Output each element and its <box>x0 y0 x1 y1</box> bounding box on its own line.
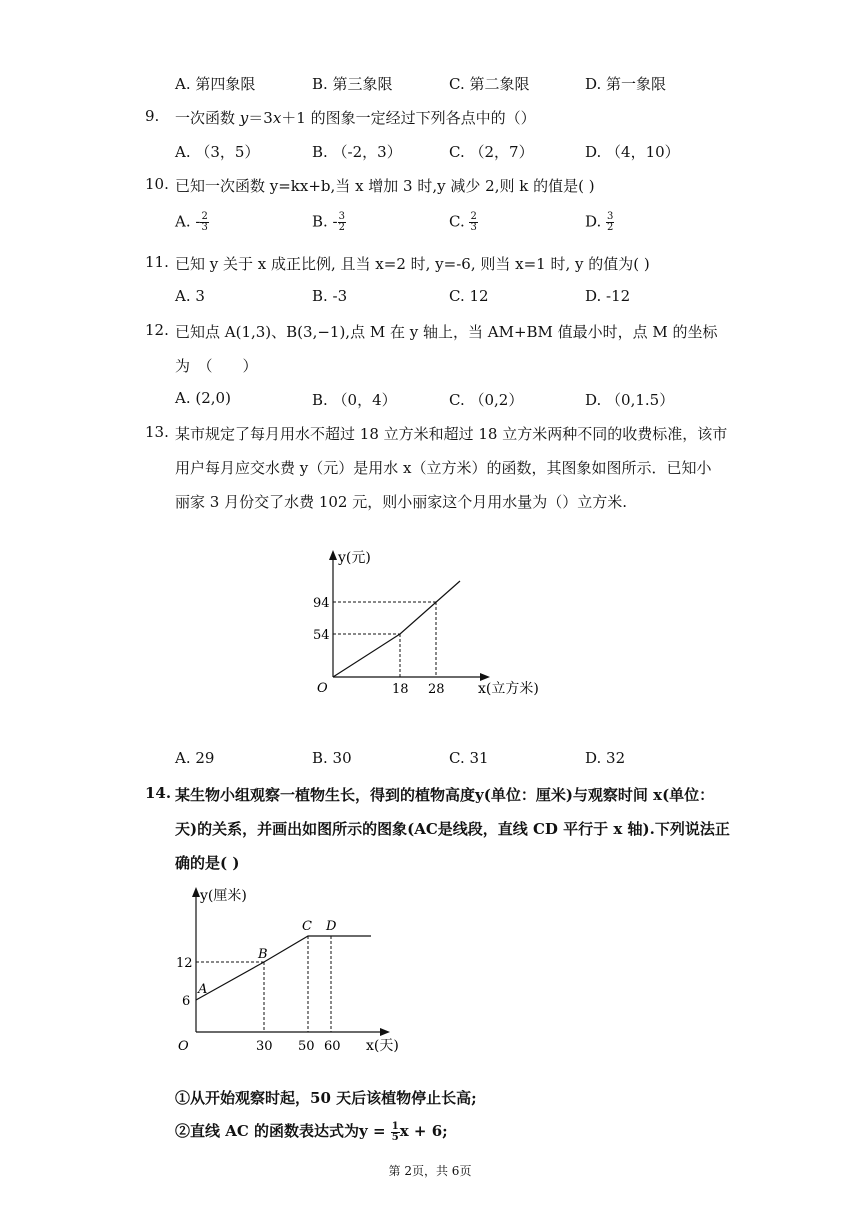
q10-option-a: A. - $\frac{2}{3}$ <box>175 211 208 233</box>
q13-text-line1: 某市规定了每月用水不超过 18 立方米和超过 18 立方米两种不同的收费标准，该市 <box>175 425 728 443</box>
q8-option-b: B. 第三象限 <box>312 75 393 93</box>
q13-water-fee-graph <box>300 540 560 700</box>
q14-statement-2: ②直线 AC 的函数表达式为y = $\frac{1}{5}$ x + 6; <box>175 1120 448 1143</box>
q10-option-c: C. $\frac{2}{3}$ <box>449 211 477 233</box>
q12-option-d: D. （0,1.5） <box>585 391 675 409</box>
q8-option-c: C. 第二象限 <box>449 75 530 93</box>
q12-number: 12. <box>145 321 169 339</box>
q14-text-line3: 确的是( ) <box>175 854 240 872</box>
q13-option-a: A. 29 <box>175 749 215 767</box>
q14-number: 14. <box>145 784 172 802</box>
q14-x-tick-60: 60 <box>324 1039 341 1054</box>
q8-option-d: D. 第一象限 <box>585 75 667 93</box>
q12-option-c: C. （0,2） <box>449 391 524 409</box>
q14-x-tick-30: 30 <box>256 1039 273 1054</box>
q12-option-a: A. (2,0) <box>175 389 231 407</box>
q14-point-a-label: A <box>198 982 208 997</box>
q14-statement-1: ①从开始观察时起，50 天后该植物停止长高; <box>175 1089 477 1107</box>
q11-option-d: D. -12 <box>585 287 631 305</box>
q11-text: 已知 y 关于 x 成正比例, 且当 x=2 时, y=-6, 则当 x=1 时, y 的值为( ) <box>175 255 650 273</box>
q9-text: 一次函数 y＝3x＋1 的图象一定经过下列各点中的（） <box>175 109 536 127</box>
q11-option-a: A. 3 <box>175 287 205 305</box>
q9-option-a: A. （3，5） <box>175 143 260 161</box>
q14-y-tick-12: 12 <box>176 956 193 971</box>
q14-x-axis-label: x(天) <box>366 1038 399 1054</box>
q14-point-d-label: D <box>326 919 337 934</box>
q13-option-c: C. 31 <box>449 749 489 767</box>
q14-origin-label: O <box>178 1039 189 1054</box>
q9-number: 9. <box>145 107 160 125</box>
q11-option-c: C. 12 <box>449 287 489 305</box>
q13-option-d: D. 32 <box>585 749 626 767</box>
q14-y-tick-6: 6 <box>182 994 191 1009</box>
q14-plant-height-graph <box>168 880 408 1070</box>
q10-option-d: D. $\frac{3}{2}$ <box>585 211 614 233</box>
q12-text-line2: 为 （ ） <box>175 357 258 375</box>
q14-text-line1: 某生物小组观察一植物生长，得到的植物高度y(单位：厘米)与观察时间 x(单位： <box>175 786 715 804</box>
q8-option-a: A. 第四象限 <box>175 75 256 93</box>
q13-y-axis-label: y(元) <box>338 550 371 566</box>
q11-option-b: B. -3 <box>312 287 348 305</box>
q13-x-tick-28: 28 <box>428 682 445 697</box>
q14-x-tick-50: 50 <box>298 1039 315 1054</box>
q12-text-line1: 已知点 A(1,3)、B(3,−1),点 M 在 y 轴上，当 AM+BM 值最小时，点 M 的坐标 <box>175 323 718 341</box>
q14-text-line2: 天)的关系，并画出如图所示的图象(AC是线段，直线 CD 平行于 x 轴).下列说法正 <box>175 820 730 838</box>
q9-option-c: C. （2，7） <box>449 143 534 161</box>
q13-text-line3: 丽家 3 月份交了水费 102 元，则小丽家这个月用水量为（）立方米. <box>175 493 628 511</box>
q11-number: 11. <box>145 253 169 271</box>
q14-point-c-label: C <box>302 919 312 934</box>
q13-x-axis-label: x(立方米) <box>478 681 539 697</box>
q13-y-tick-54: 54 <box>313 628 330 643</box>
q12-option-b: B. （0，4） <box>312 391 397 409</box>
q10-number: 10. <box>145 175 169 193</box>
q13-x-tick-18: 18 <box>392 682 409 697</box>
q10-option-b: B. - $\frac{3}{2}$ <box>312 211 346 233</box>
q13-y-tick-94: 94 <box>313 596 330 611</box>
q13-option-b: B. 30 <box>312 749 352 767</box>
q13-text-line2: 用户每月应交水费 y（元）是用水 x（立方米）的函数，其图象如图所示．已知小 <box>175 459 712 477</box>
q10-text: 已知一次函数 y=kx+b,当 x 增加 3 时,y 减少 2,则 k 的值是( ) <box>175 177 595 195</box>
q9-option-d: D. （4，10） <box>585 143 680 161</box>
q13-number: 13. <box>145 423 169 441</box>
q13-origin-label: O <box>317 681 328 696</box>
page-footer: 第 2页，共 6页 <box>388 1164 472 1178</box>
q14-point-b-label: B <box>258 947 268 962</box>
q9-option-b: B. （-2，3） <box>312 143 402 161</box>
q14-y-axis-label: y(厘米) <box>200 888 247 904</box>
